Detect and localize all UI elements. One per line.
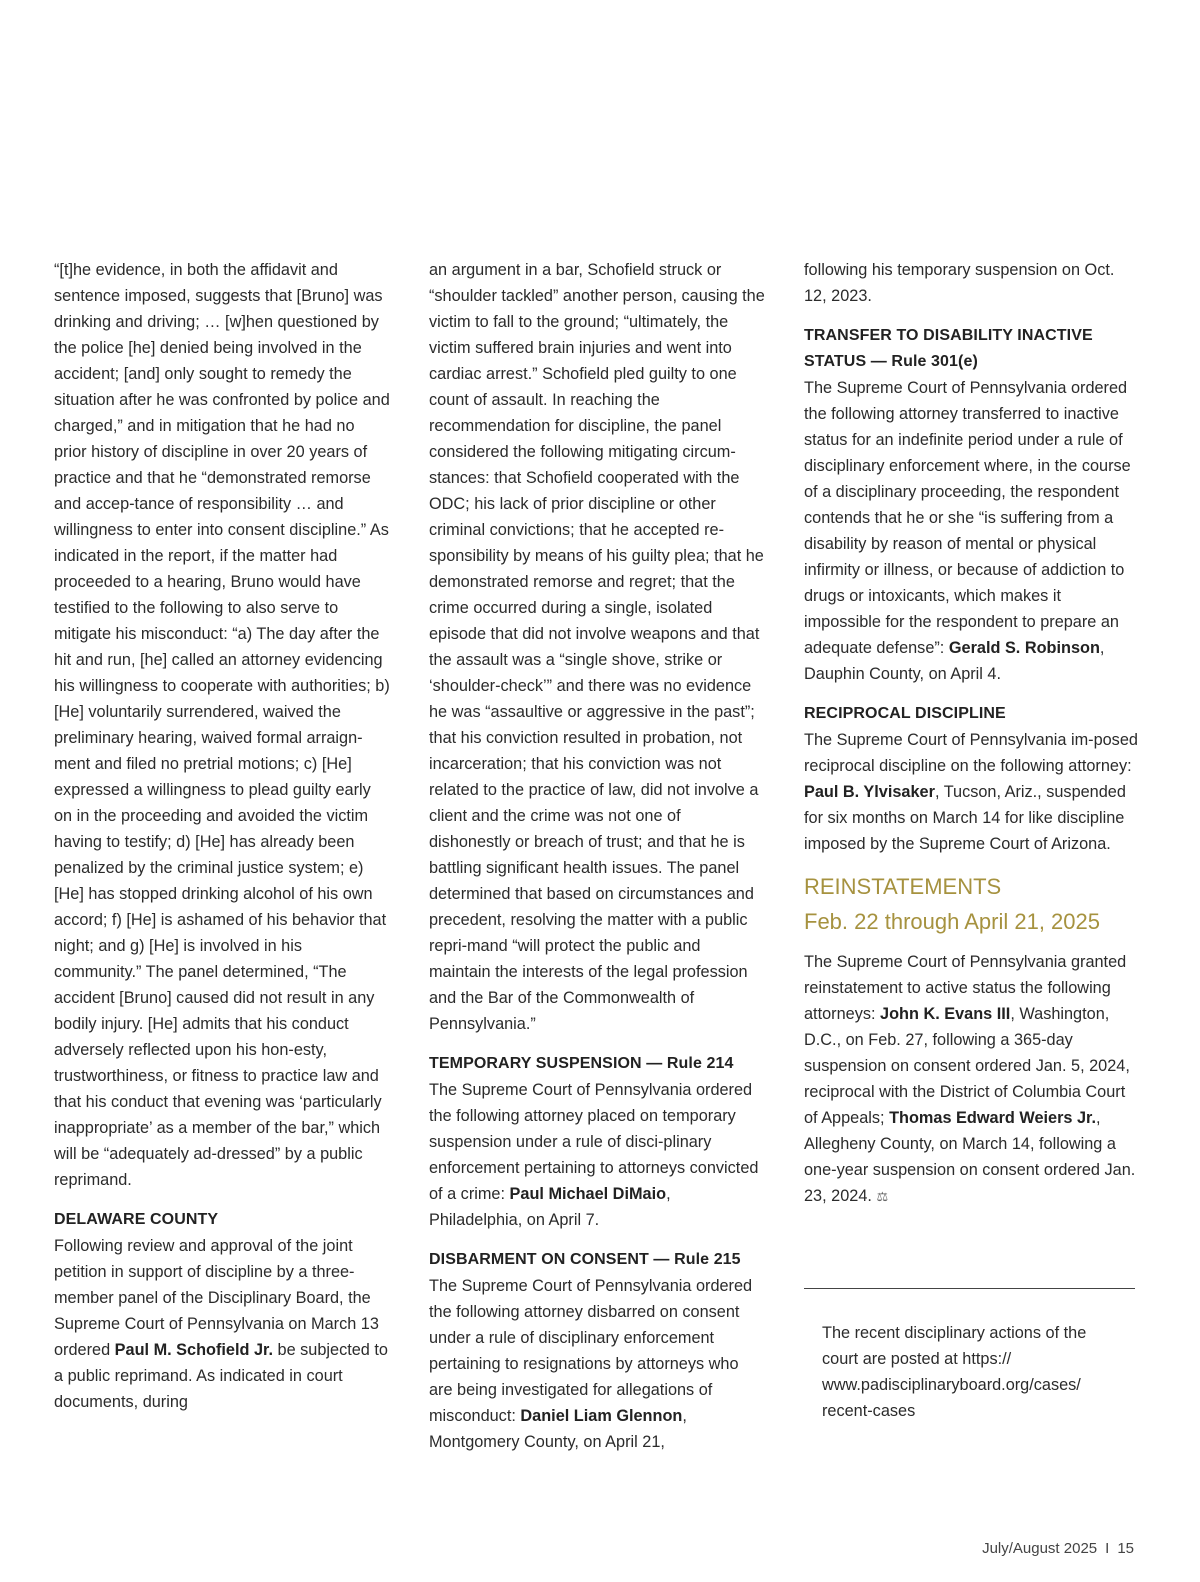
temporary-suspension-body [429, 1077, 765, 1233]
reinstatements-body [804, 949, 1140, 1210]
recip-text-post: , Tucson, Ariz., suspended for six months on March 14 for like discipline imposed by the Supreme Court of Arizona. [804, 783, 1126, 853]
column-3 [804, 257, 1140, 1210]
transfer-text-post: , Dauphin County, on April 4. [804, 639, 1105, 683]
column-1 [54, 257, 390, 1415]
delaware-county-heading: DELAWARE COUNTY [54, 1211, 219, 1228]
disbar-text-pre: The Supreme Court of Pennsylvania ordered the following attorney disbarred on consent under a rule of disciplinary enforcement pertaining to resignations by attorneys who are being investigated for allegations of misconduct: [429, 1277, 753, 1425]
reinst-text-post: , Allegheny County, on March 14, following a one-year suspension on consent ordered Jan. 23, 2024. [804, 1109, 1136, 1205]
attorney-name-robinson: Gerald S. Robinson [948, 639, 1100, 657]
reciprocal-discipline-heading: RECIPROCAL DISCIPLINE [804, 705, 1006, 722]
reinst-text-mid: , Washington, D.C., on Feb. 27, following a 365-day suspension on consent ordered Jan. 5, 2024, reciprocal with the District of Columbia Court of Appeals; [804, 1005, 1130, 1127]
attorney-name-evans: John K. Evans III [880, 1005, 1011, 1023]
page-footer [982, 1539, 1134, 1559]
footer-separator: I [1105, 1540, 1110, 1557]
bruno-paragraph: “[t]he evidence, in both the affidavit and sentence imposed, suggests that [Bruno] was drinking and driving; … [w]hen questioned by the police [he] denied being involved in the accident; [and] only sought to remedy the situation after he was confronted by police and charged,” and in mitigation that he had no prior history of discipline in over 20 years of practice and that he “demonstrated remorse and accep-tance of responsibility … and willingness to enter into consent discipline.” As indicated in the report, if the matter had proceeded to a hearing, Bruno would have testified to the following to also serve to mitigate his misconduct: “a) The day after the hit and run, [he] called an attorney evidencing his willingness to cooperate with authorities; b) [He] voluntarily surrendered, waived the preliminary hearing, waived formal arraign-ment and filed no pretrial motions; c) [He] expressed a willingness to plead guilty early on in the proceeding and avoided the victim having to testify; d) [He] has already been penalized by the criminal justice system; e) [He] has stopped drinking alcohol of his own accord; f) [He] is ashamed of his behavior that night; and g) [He] is involved in his community.” The panel determined, “The accident [Bruno] caused did not result in any bodily injury. [He] admits that his conduct adversely reflected upon his hon-esty, trustworthiness, or fitness to practice law and that his conduct that evening was ‘particularly inappropriate’ as a member of the bar,” which will be “adequately ad-dressed” by a public reprimand. [54, 261, 390, 1189]
temp-text-pre: The Supreme Court of Pennsylvania ordered the following attorney placed on temporary suspension under a rule of disci-plinary enforcement pertaining to attorneys convicted of a crime: [429, 1081, 759, 1203]
attorney-name-schofield: Paul M. Schofield Jr. [114, 1341, 273, 1359]
temporary-suspension-section [429, 1051, 765, 1233]
reinstatements-heading: REINSTATEMENTS [804, 874, 1002, 899]
reinstatements-section [804, 949, 1140, 1210]
issue-date: July/August 2025 [982, 1540, 1098, 1557]
note-divider [804, 1288, 1135, 1289]
glennon-continuation: following his temporary suspension on Oct. 12, 2023. [804, 261, 1115, 305]
transfer-disability-heading: TRANSFER TO DISABILITY INACTIVE STATUS — Rule 301(e) [804, 327, 1093, 370]
disbarment-body [429, 1273, 765, 1455]
reinstatements-date-range: Feb. 22 through April 21, 2025 [804, 909, 1100, 934]
delaware-text-pre: Following review and approval of the joint petition in support of discipline by a three-member panel of the Disciplinary Board, the Supreme Court of Pennsylvania on March 13 ordered [54, 1237, 379, 1359]
transfer-disability-section [804, 323, 1140, 687]
attorney-name-dimaio: Paul Michael DiMaio [509, 1185, 667, 1203]
delaware-county-body [54, 1233, 390, 1415]
schofield-paragraph: an argument in a bar, Schofield struck or “shoulder tackled” another person, causing the victim to fall to the ground; “ultimately, the victim suffered brain injuries and went into cardiac arrest.” Schofield pled guilty to one count of assault. In reaching the recommendation for discipline, the panel considered the following mitigating circum-stances: that Schofield cooperated with the ODC; his lack of prior discipline or other criminal convictions; that he accepted re-sponsibility by means of his guilty plea; that he demonstrated remorse and regret; that the crime occurred during a single, isolated episode that did not involve weapons and that the assault was a “single shove, strike or ‘shoulder-check’” and there was no evidence he was “assaultive or aggressive in the past”; that his conviction resulted in probation, not incarceration; that his conviction was not related to the practice of law, did not involve a client and the crime was not one of dishonestly or breach of trust; and that he is battling significant health issues. The panel determined that based on circumstances and precedent, resolving the matter with a public repri-mand “will protect the public and maintain the interests of the legal profession and the Bar of the Commonwealth of Pennsylvania.” [429, 261, 765, 1033]
disbarment-section [429, 1247, 765, 1455]
reciprocal-discipline-body [804, 727, 1140, 857]
temporary-suspension-heading: TEMPORARY SUSPENSION — Rule 214 [429, 1055, 734, 1072]
column-2 [429, 257, 765, 1455]
delaware-text-post: be subjected to a public reprimand. As indicated in court documents, during [54, 1341, 388, 1411]
reciprocal-discipline-section [804, 701, 1140, 857]
attorney-name-glennon: Daniel Liam Glennon [520, 1407, 683, 1425]
temp-text-post: , Philadelphia, on April 7. [429, 1185, 671, 1229]
attorney-name-ylvisaker: Paul B. Ylvisaker [804, 783, 935, 801]
disbarment-heading: DISBARMENT ON CONSENT — Rule 215 [429, 1251, 741, 1268]
page-number: 15 [1117, 1540, 1134, 1557]
scales-end-mark-icon: ⚖ [876, 1189, 889, 1204]
reinst-text-pre: The Supreme Court of Pennsylvania granted reinstatement to active status the following attorneys: [804, 953, 1127, 1023]
delaware-county-section [54, 1207, 390, 1415]
transfer-disability-body [804, 375, 1140, 687]
recent-actions-note: The recent disciplinary actions of the court are posted at https:// www.padisciplinaryboard.org/cases/ recent-cases [822, 1324, 1087, 1420]
attorney-name-weiers: Thomas Edward Weiers Jr. [889, 1109, 1097, 1127]
recip-text-pre: The Supreme Court of Pennsylvania im-posed reciprocal discipline on the following attorney: [804, 731, 1138, 775]
reinstatements-title [804, 869, 1140, 939]
disbar-text-post: , Montgomery County, on April 21, [429, 1407, 687, 1451]
transfer-text-pre: The Supreme Court of Pennsylvania ordered the following attorney transferred to inactive status for an indefinite period under a rule of disciplinary enforcement where, in the course of a disciplinary proceeding, the respondent contends that he or she “is suffering from a disability by reason of mental or physical infirmity or illness, or because of addiction to drugs or intoxicants, which makes it impossible for the respondent to prepare an adequate defense”: [804, 379, 1131, 657]
